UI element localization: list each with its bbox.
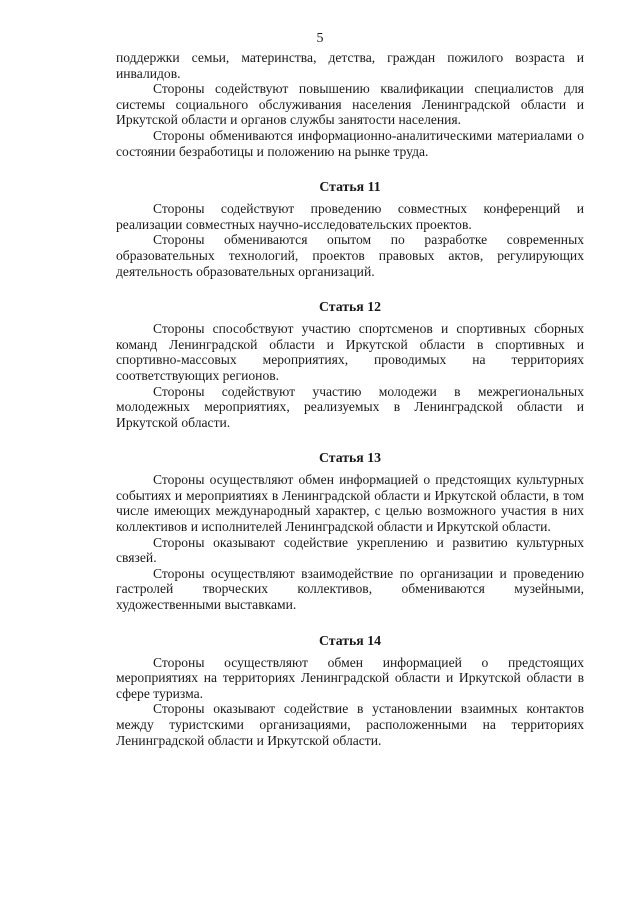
paragraph-8: Стороны содействуют участию молодежи в межрегиональных молодежных мероприятиях, реализуемых в Ленинградской области и Иркутской области. bbox=[116, 383, 584, 430]
article-13-heading: Статья 13 bbox=[318, 450, 382, 466]
paragraph-0: поддержки семьи, материнства, детства, граждан пожилого возраста и инвалидов. bbox=[116, 50, 584, 81]
paragraph-7: Стороны способствуют участию спортсменов и спортивных сборных команд Ленинградской области и Иркутской области в спортивных и спортивно-массовых мероприятиях, проводимых на территориях соответствующих регионов. bbox=[116, 321, 584, 383]
paragraph-15: Стороны оказывают содействие в установлении взаимных контактов между туристскими организациями, расположенными на территориях Ленинградской области и Иркутской области. bbox=[116, 701, 584, 748]
page-number: 5 bbox=[316, 31, 324, 46]
paragraph-1: Стороны содействуют повышению квалификации специалистов для системы социального обслуживания населения Ленинградской области и Иркутской области и органов службы занятости населения. bbox=[116, 81, 584, 128]
paragraph-11: Стороны оказывают содействие укреплению и развитию культурных связей. bbox=[116, 534, 584, 566]
paragraph-5: Стороны обмениваются опытом по разработке современных образовательных технологий, проектов правовых актов, регулирующих деятельность образовательных организаций. bbox=[116, 232, 584, 279]
paragraph-2: Стороны обмениваются информационно-аналитическими материалами о состоянии безработицы и положению на рынке труда. bbox=[116, 127, 584, 159]
article-11-heading: Статья 11 bbox=[319, 179, 381, 195]
paragraph-10: Стороны осуществляют обмен информацией о предстоящих культурных событиях и мероприятиях в Ленинградской области и Иркутской области, в том числе имеющих международный характер, с целью возможного участия в них коллективов и исполнителей Ленинградской области и Иркутской области. bbox=[116, 472, 584, 535]
article-12-heading: Статья 12 bbox=[318, 299, 382, 315]
paragraph-14: Стороны осуществляют обмен информацией о предстоящих мероприятиях на территориях Ленинградской области и Иркутской области в сфере туризма. bbox=[116, 654, 584, 701]
document-body bbox=[116, 50, 584, 748]
paragraph-12: Стороны осуществляют взаимодействие по организации и проведению гастролей творческих коллективов, обмениваются музейными, художественными выставками. bbox=[116, 565, 584, 613]
paragraph-4: Стороны содействуют проведению совместных конференций и реализации совместных научно-исследовательских проектов. bbox=[116, 201, 584, 232]
article-14-heading: Статья 14 bbox=[318, 632, 382, 648]
